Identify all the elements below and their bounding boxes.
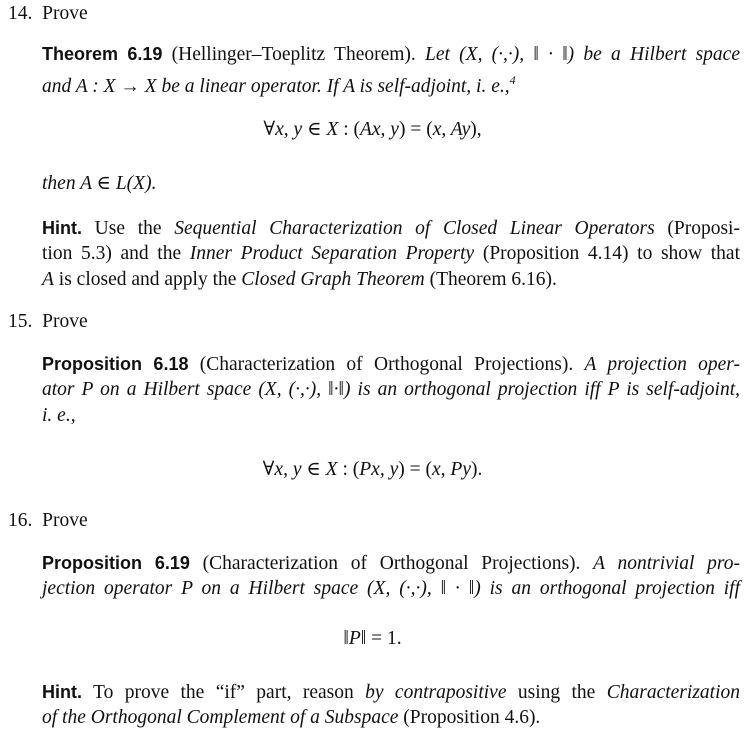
text-segment: 15. Prove	[8, 311, 88, 332]
text-line	[42, 680, 740, 705]
bold-label: Proposition 6.18	[42, 354, 189, 374]
text-segment: Sequential Characterization of Closed Linear Operators	[174, 218, 655, 239]
text-segment: (Proposition 4.14) to show that	[474, 243, 741, 264]
text-segment: x, Ay	[432, 119, 471, 140]
footnote-marker: 4	[509, 73, 516, 87]
exercise-number	[8, 509, 706, 533]
text-segment: ‖ = 1.	[360, 628, 402, 649]
text-segment: : (	[338, 119, 360, 140]
text-segment: ),	[470, 119, 482, 140]
text-segment: by contrapositive	[365, 682, 507, 703]
text-segment: Let (X, (·,·), ‖ · ‖) be a Hilbert space	[425, 44, 740, 65]
text-line	[42, 268, 740, 292]
text-segment: X	[326, 119, 339, 140]
text-line	[42, 68, 740, 99]
display-equation	[0, 118, 745, 142]
text-line	[42, 404, 740, 428]
text-segment: ∀	[262, 459, 275, 480]
text-line	[42, 216, 740, 241]
text-line	[42, 352, 740, 377]
text-segment: ator P on a Hilbert space (X, (·,·), ‖·‖) is an orthogonal projection iff P is self-adjoint,	[42, 379, 740, 400]
text-segment: A projection oper-	[584, 354, 740, 375]
text-segment: jection operator P on a Hilbert space (X, (·,·), ‖ · ‖) is an orthogonal projection iff	[42, 578, 740, 599]
text-segment: A	[42, 269, 54, 290]
text-segment: (Proposi-	[654, 218, 740, 239]
text-segment: P	[348, 628, 361, 649]
bold-label: Hint.	[42, 218, 82, 238]
text-segment: (Proposition 4.6).	[398, 707, 541, 728]
bold-label: Theorem 6.19	[42, 44, 163, 64]
text-segment: i. e.,	[42, 405, 76, 426]
text-segment: ) = (	[398, 459, 432, 480]
text-segment: Use the	[82, 218, 175, 239]
text-segment: tion 5.3) and the	[42, 243, 190, 264]
text-segment: Inner Product Separation Property	[189, 243, 475, 264]
text-segment: ) = (	[398, 119, 433, 140]
text-line	[42, 551, 740, 576]
text-segment: ∈	[301, 459, 326, 480]
text-segment: x, y	[275, 119, 303, 140]
text-segment: X	[325, 459, 338, 480]
text-segment: (Theorem 6.16).	[424, 269, 557, 290]
text-segment: 16. Prove	[8, 510, 88, 531]
text-segment: (Characterization of Orthogonal Projections).	[189, 553, 594, 574]
text-line	[42, 577, 740, 601]
text-segment: then A ∈ L(X).	[42, 173, 157, 194]
bold-label: Proposition 6.19	[42, 553, 190, 573]
display-equation	[0, 458, 745, 482]
text-segment: ‖	[343, 628, 349, 649]
text-segment: Ax, y	[359, 119, 399, 140]
text-segment: (Hellinger–Toeplitz Theorem).	[162, 44, 426, 65]
display-equation	[0, 627, 745, 651]
text-line	[42, 242, 740, 266]
text-line	[42, 378, 740, 402]
text-segment: x, Py	[432, 459, 471, 480]
text-segment: Closed Graph Theorem	[241, 269, 425, 290]
text-segment: is closed and apply the	[53, 269, 242, 290]
text-line	[42, 172, 740, 196]
text-segment: (Characterization of Orthogonal Projections).	[188, 354, 585, 375]
text-segment: 14. Prove	[8, 3, 88, 24]
text-line	[42, 706, 740, 730]
exercise-number	[8, 2, 706, 26]
text-segment: Characterization	[606, 682, 740, 703]
text-segment: ∀	[263, 119, 276, 140]
text-segment: Px, y	[359, 459, 399, 480]
text-segment: : (	[337, 459, 360, 480]
exercise-number	[8, 310, 706, 334]
text-segment: of the Orthogonal Complement of a Subspace	[42, 707, 399, 728]
text-segment: ∈	[302, 119, 327, 140]
text-segment: A nontrivial pro-	[593, 553, 740, 574]
text-segment: and A : X → X be a linear operator. If A is self-adjoint, i. e.,	[42, 76, 510, 97]
text-segment: x, y	[274, 459, 302, 480]
text-segment: To prove the “if” part, reason	[82, 682, 366, 703]
text-segment: using the	[506, 682, 607, 703]
bold-label: Hint.	[42, 682, 82, 702]
text-line	[42, 42, 740, 67]
text-segment: ).	[470, 459, 483, 480]
